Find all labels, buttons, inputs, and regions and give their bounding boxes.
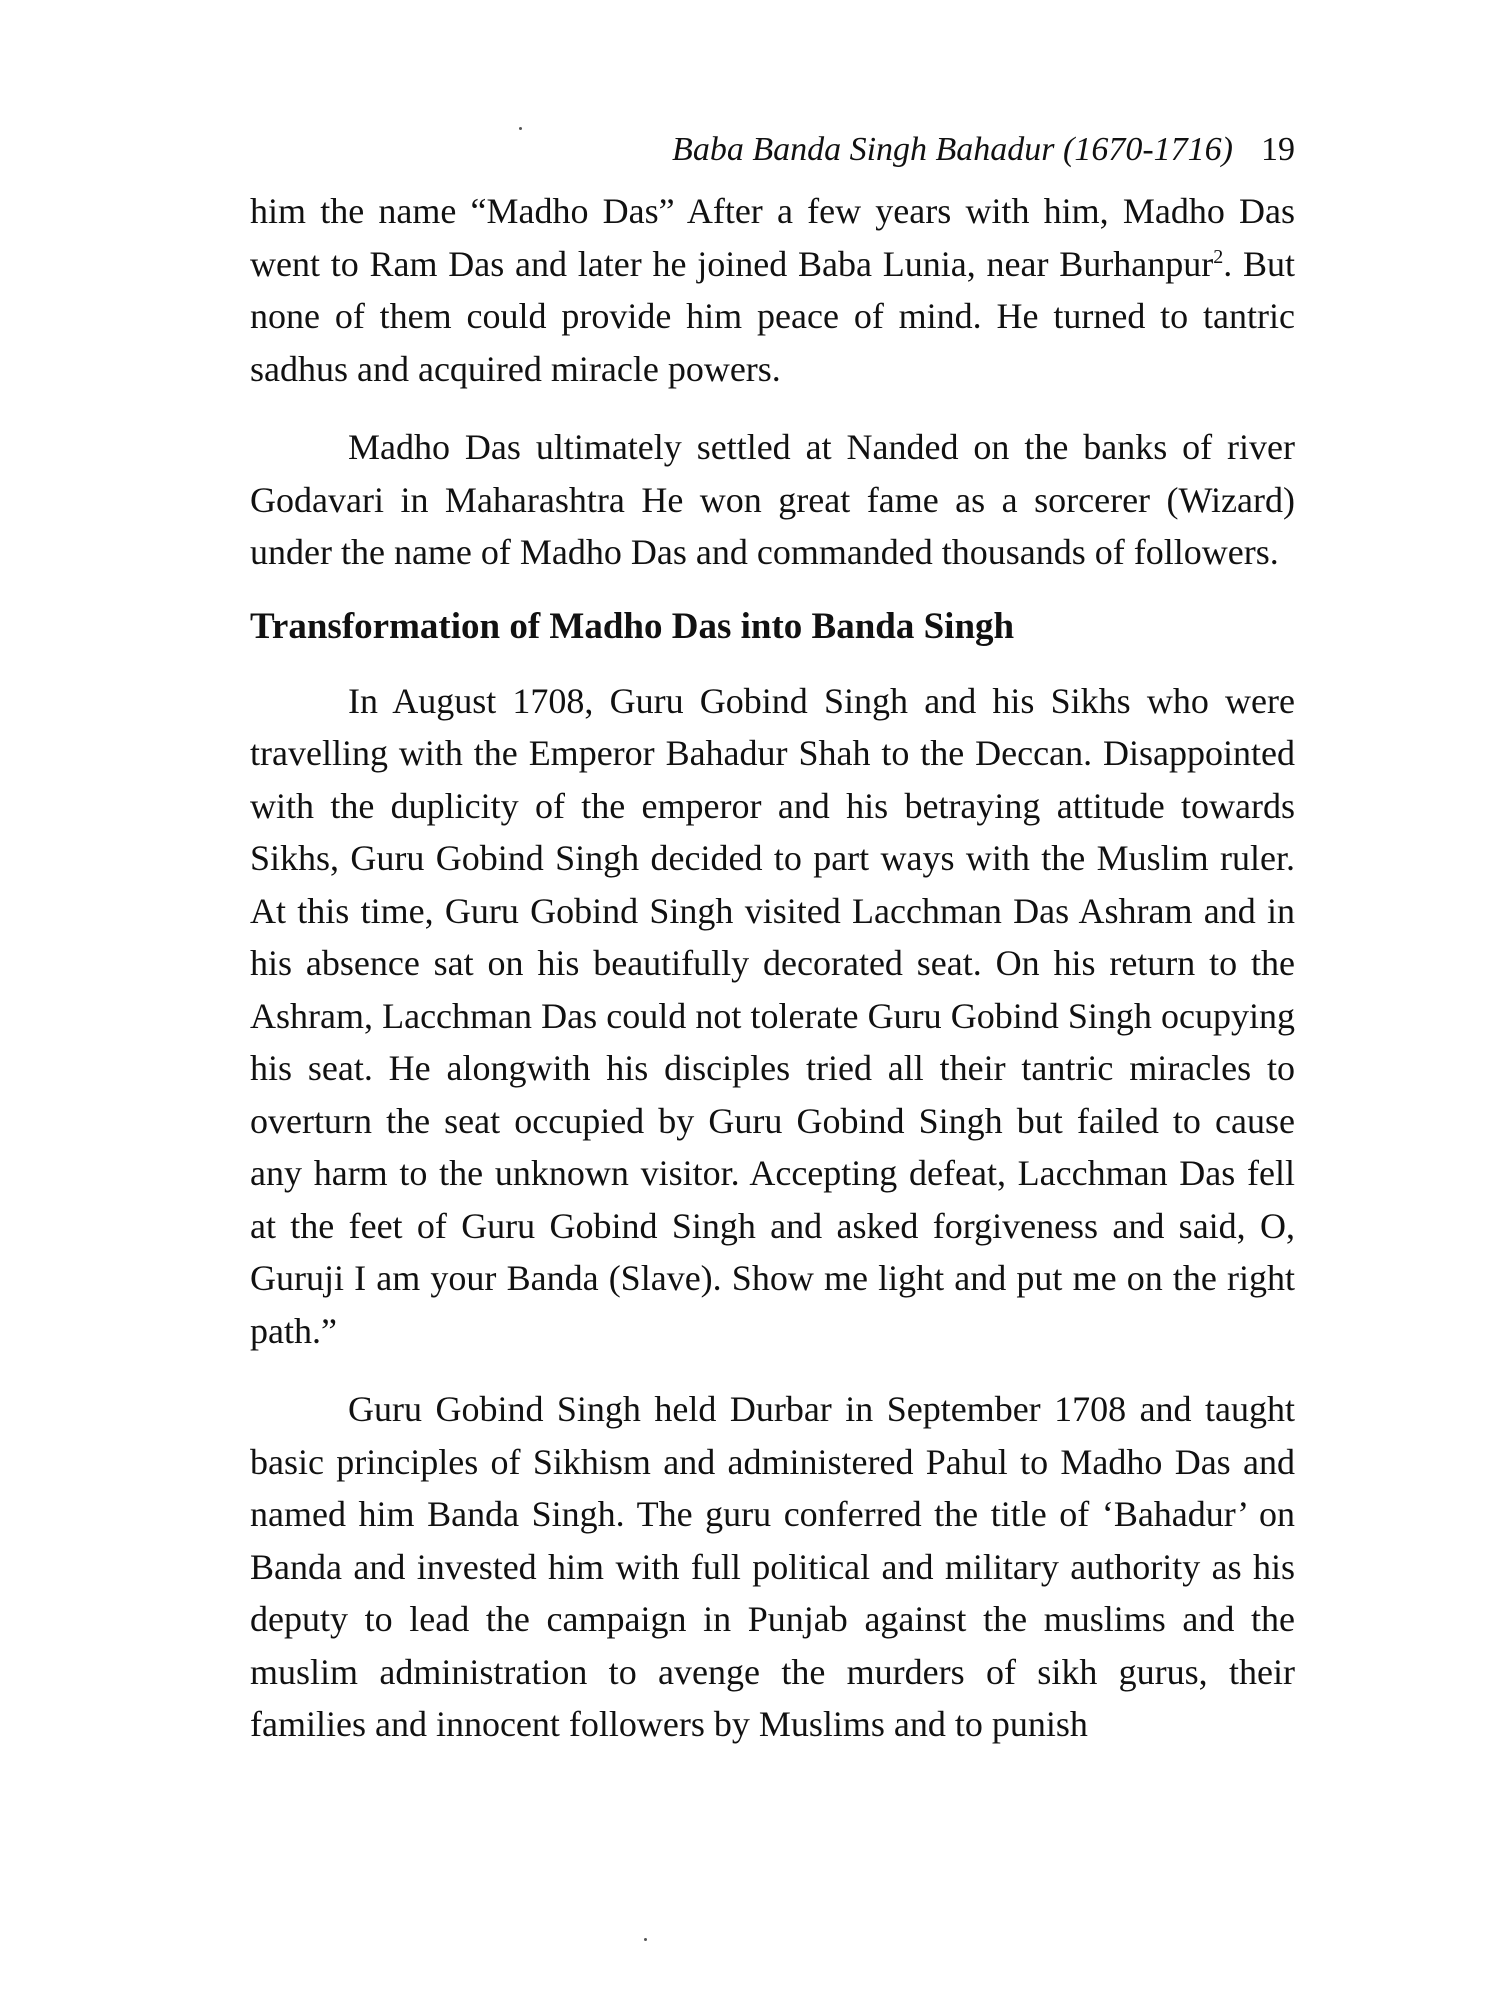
paragraph-1-text-b: . But none of them could provide him peace of mind. He turned to tantric sadhus and acquired miracle powers. [250,243,1296,389]
footnote-reference[interactable]: 2 [1213,245,1224,268]
running-header [672,120,1295,180]
section-heading: Transformation of Madho Das into Banda Singh [250,605,1015,647]
page-number: 19 [1261,131,1295,168]
paragraph-2: Madho Das ultimately settled at Nanded on the banks of river Godavari in Maharashtra He won great fame as a sorcerer (Wizard) under the name of Madho Das and commanded thousands of followers. [250,427,1295,572]
paragraph-4: Guru Gobind Singh held Durbar in September 1708 and taught basic principles of Sikhism and administered Pahul to Madho Das and named him Banda Singh. The guru conferred the title of ‘Bahadur’ on Banda and invested him with full political and military authority as his deputy to lead the campaign in Punjab against the muslims and the muslim administration to avenge the murders of sikh gurus, their families and innocent followers by Muslims and to punish [250,1389,1295,1744]
paragraph-1-text-a: him the name “Madho Das” After a few years with him, Madho Das went to Ram Das and later he joined Baba Lunia, near Burhanpur [250,191,1295,284]
body-text [250,185,1295,1751]
scan-speck [644,1938,647,1941]
paragraph-1 [250,185,1295,395]
paragraph-3: In August 1708, Guru Gobind Singh and his Sikhs who were travelling with the Emperor Bahadur Shah to the Deccan. Disappointed with the duplicity of the emperor and his betraying attitude towards Sikhs, Guru Gobind Singh decided to part ways with the Muslim ruler. At this time, Guru Gobind Singh visited Lacchman Das Ashram and in his absence sat on his beautifully decorated seat. On his return to the Ashram, Lacchman Das could not tolerate Guru Gobind Singh ocupying his seat. He alongwith his disciples tried all their tantric miracles to overturn the seat occupied by Guru Gobind Singh but failed to cause any harm to the unknown visitor. Accepting defeat, Lacchman Das fell at the feet of Guru Gobind Singh and asked forgiveness and said, O, Guruji I am your Banda (Slave). Show me light and put me on the right path.” [250,680,1295,1351]
scan-speck [519,127,522,130]
running-header-title: Baba Banda Singh Bahadur (1670-1716) [672,131,1233,168]
